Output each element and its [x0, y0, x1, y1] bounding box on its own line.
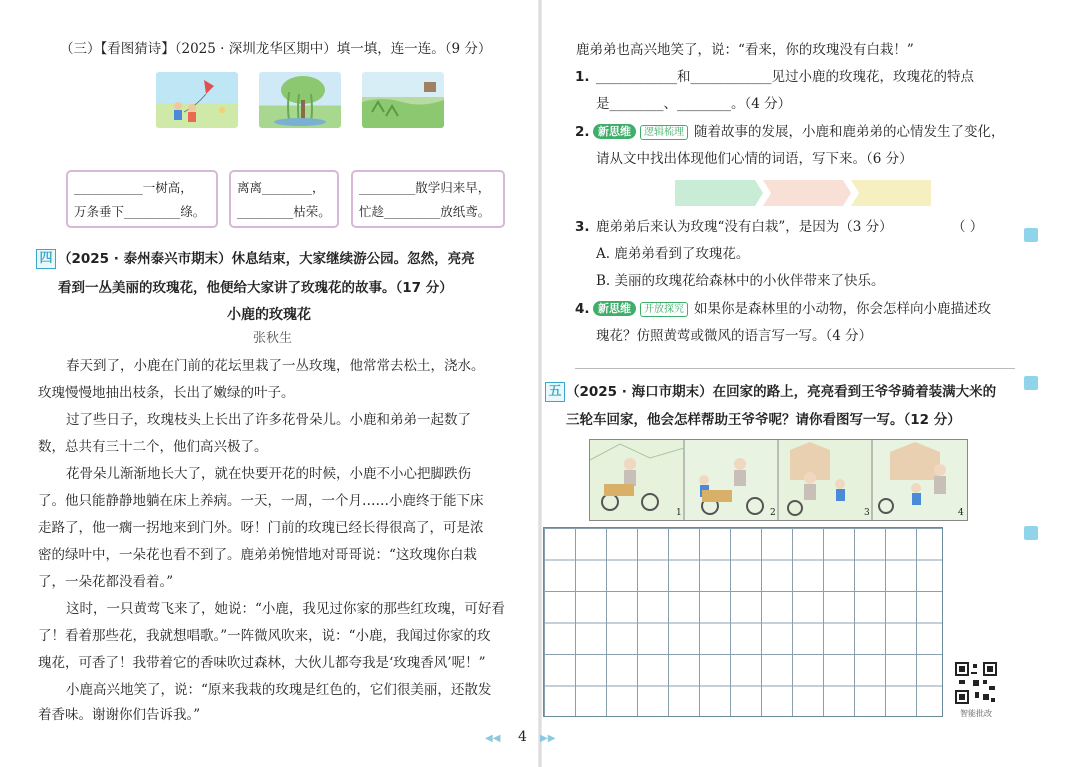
- panel-number-1: 1: [676, 508, 682, 518]
- willow-picture: [259, 72, 341, 128]
- section4-line2: 看到一丛美丽的玫瑰花，他便给大家讲了玫瑰花的故事。（17 分）: [58, 280, 453, 296]
- q3-option-a: A. 鹿弟弟看到了玫瑰花。: [596, 246, 750, 262]
- q1-number: 1.: [575, 69, 590, 85]
- q2-new-thinking-tag: 新思维: [593, 124, 636, 139]
- q2-line1: 随着故事的发展，小鹿和鹿弟弟的心情发生了变化，: [694, 124, 1005, 140]
- poem-box-3-line1: _________散学归来早，: [359, 180, 491, 195]
- mood-arrow-chain: [675, 178, 935, 206]
- story-p2-line1: 过了些日子，玫瑰枝头上长出了许多花骨朵儿。小鹿和弟弟一起数了: [66, 412, 471, 428]
- story-p4-line2: 了！看着那些花，我就想唱歌。”一阵微风吹来，说：“小鹿，我闻过你家的玫: [38, 628, 491, 644]
- story-p1-line2: 玫瑰慢慢地抽出枝条，长出了嫩绿的叶子。: [38, 385, 295, 401]
- section4-badge: 四: [36, 249, 56, 269]
- panel-number-4: 4: [958, 508, 964, 518]
- q3-option-b: B. 美丽的玫瑰花给森林中的小伙伴带来了快乐。: [596, 273, 885, 289]
- side-tab-icon: [1024, 376, 1038, 390]
- story-p3-line4: 密的绿叶中，一朵花也看不到了。鹿弟弟惋惜地对哥哥说：“这玫瑰你白栽: [38, 547, 477, 563]
- book-spine: [538, 0, 542, 767]
- q4-new-thinking-tag: 新思维: [593, 301, 636, 316]
- panel-number-3: 3: [864, 508, 870, 518]
- story-author: 张秋生: [253, 331, 293, 346]
- comic-strip: [589, 439, 968, 521]
- section3-title: （三）【看图猜诗】（2025 · 深圳龙华区期中）填一填，连一连。（9 分）: [60, 41, 492, 57]
- q4-line2: 瑰花？仿照黄莺或微风的语言写一写。（4 分）: [596, 328, 873, 344]
- q3-answer-paren[interactable]: （ ）: [952, 219, 984, 235]
- kite-picture: [156, 72, 238, 128]
- poem-box-3: [351, 170, 505, 228]
- qr-caption: 智能批改: [960, 709, 992, 718]
- writing-grid[interactable]: [543, 527, 943, 717]
- story-p3-line1: 花骨朵儿渐渐地长大了，就在快要开花的时候，小鹿不小心把脚跌伤: [66, 466, 471, 482]
- grassland-picture: [362, 72, 444, 128]
- side-tab-icon: [1024, 228, 1038, 242]
- section5-line2: 三轮车回家，他会怎样帮助王爷爷呢？请你看图写一写。（12 分）: [566, 412, 961, 428]
- poem-box-3-line2: 忙趁_________放纸鸢。: [359, 204, 491, 219]
- section5-line1: （2025 · 海口市期末）在回家的路上，亮亮看到王爷爷骑着装满大米的: [566, 384, 997, 400]
- q2-line2: 请从文中找出体现他们心情的词语，写下来。（6 分）: [596, 151, 913, 167]
- q1-line2: 是________、________。（4 分）: [596, 96, 792, 112]
- story-p1-line1: 春天到了，小鹿在门前的花坛里栽了一丛玫瑰，他常常去松土，浇水。: [66, 358, 485, 374]
- poem-box-2: [229, 170, 339, 228]
- q3-number: 3.: [575, 219, 590, 235]
- section5-badge: 五: [545, 382, 565, 402]
- page-number: 4: [518, 729, 527, 745]
- qr-code[interactable]: [955, 662, 997, 704]
- answer-rule-line: [575, 368, 1015, 369]
- poem-box-1-line1: ___________一树高，: [74, 180, 193, 195]
- next-page-icon: ▶▶: [540, 733, 556, 744]
- q4-line1: 如果你是森林里的小动物，你会怎样向小鹿描述玫: [694, 301, 991, 317]
- poem-box-1: [66, 170, 218, 228]
- prev-page-icon: ◀◀: [485, 733, 501, 744]
- story-p3-line2: 了。他只能静静地躺在床上养病。一天，一周，一个月……小鹿终于能下床: [38, 493, 484, 509]
- right-top-line: 鹿弟弟也高兴地笑了，说：“看来，你的玫瑰没有白栽！”: [576, 42, 914, 58]
- q2-logic-tag: 逻辑梳理: [640, 125, 688, 140]
- poem-box-2-line1: 离离________，: [237, 180, 325, 195]
- q3-line: 鹿弟弟后来认为玫瑰“没有白栽”，是因为（3 分）: [596, 219, 893, 235]
- q4-open-tag: 开放探究: [640, 302, 688, 317]
- q1-line1: ____________和____________见过小鹿的玫瑰花，玫瑰花的特点: [596, 69, 974, 85]
- story-p5-line2: 着香味。谢谢你们告诉我。”: [38, 707, 201, 723]
- story-title: 小鹿的玫瑰花: [227, 307, 311, 323]
- story-p4-line1: 这时，一只黄莺飞来了，她说：“小鹿，我见过你家的那些红玫瑰，可好看: [66, 601, 505, 617]
- q4-number: 4.: [575, 301, 590, 317]
- story-p3-line3: 走路了，他一瘸一拐地来到门外。呀！门前的玫瑰已经长得很高了，可是浓: [38, 520, 484, 536]
- story-p5-line1: 小鹿高兴地笑了，说：“原来我栽的玫瑰是红色的，它们很美丽，还散发: [66, 682, 492, 698]
- poem-box-1-line2: 万条垂下_________绦。: [74, 204, 206, 219]
- panel-number-2: 2: [770, 508, 776, 518]
- story-p4-line3: 瑰花，可香了！我带着它的香味吹过森林，大伙儿都夸我是‘玫瑰香风’呢！”: [38, 655, 486, 671]
- q2-number: 2.: [575, 124, 590, 140]
- story-p2-line2: 数，总共有三十二个，他们高兴极了。: [38, 439, 268, 455]
- story-p3-line5: 了，一朵花都没看着。”: [38, 574, 174, 590]
- side-tab-icon: [1024, 526, 1038, 540]
- poem-box-2-line2: _________枯荣。: [237, 204, 331, 219]
- section4-line1: （2025 · 泰州泰兴市期末）休息结束，大家继续游公园。忽然，亮亮: [58, 251, 475, 267]
